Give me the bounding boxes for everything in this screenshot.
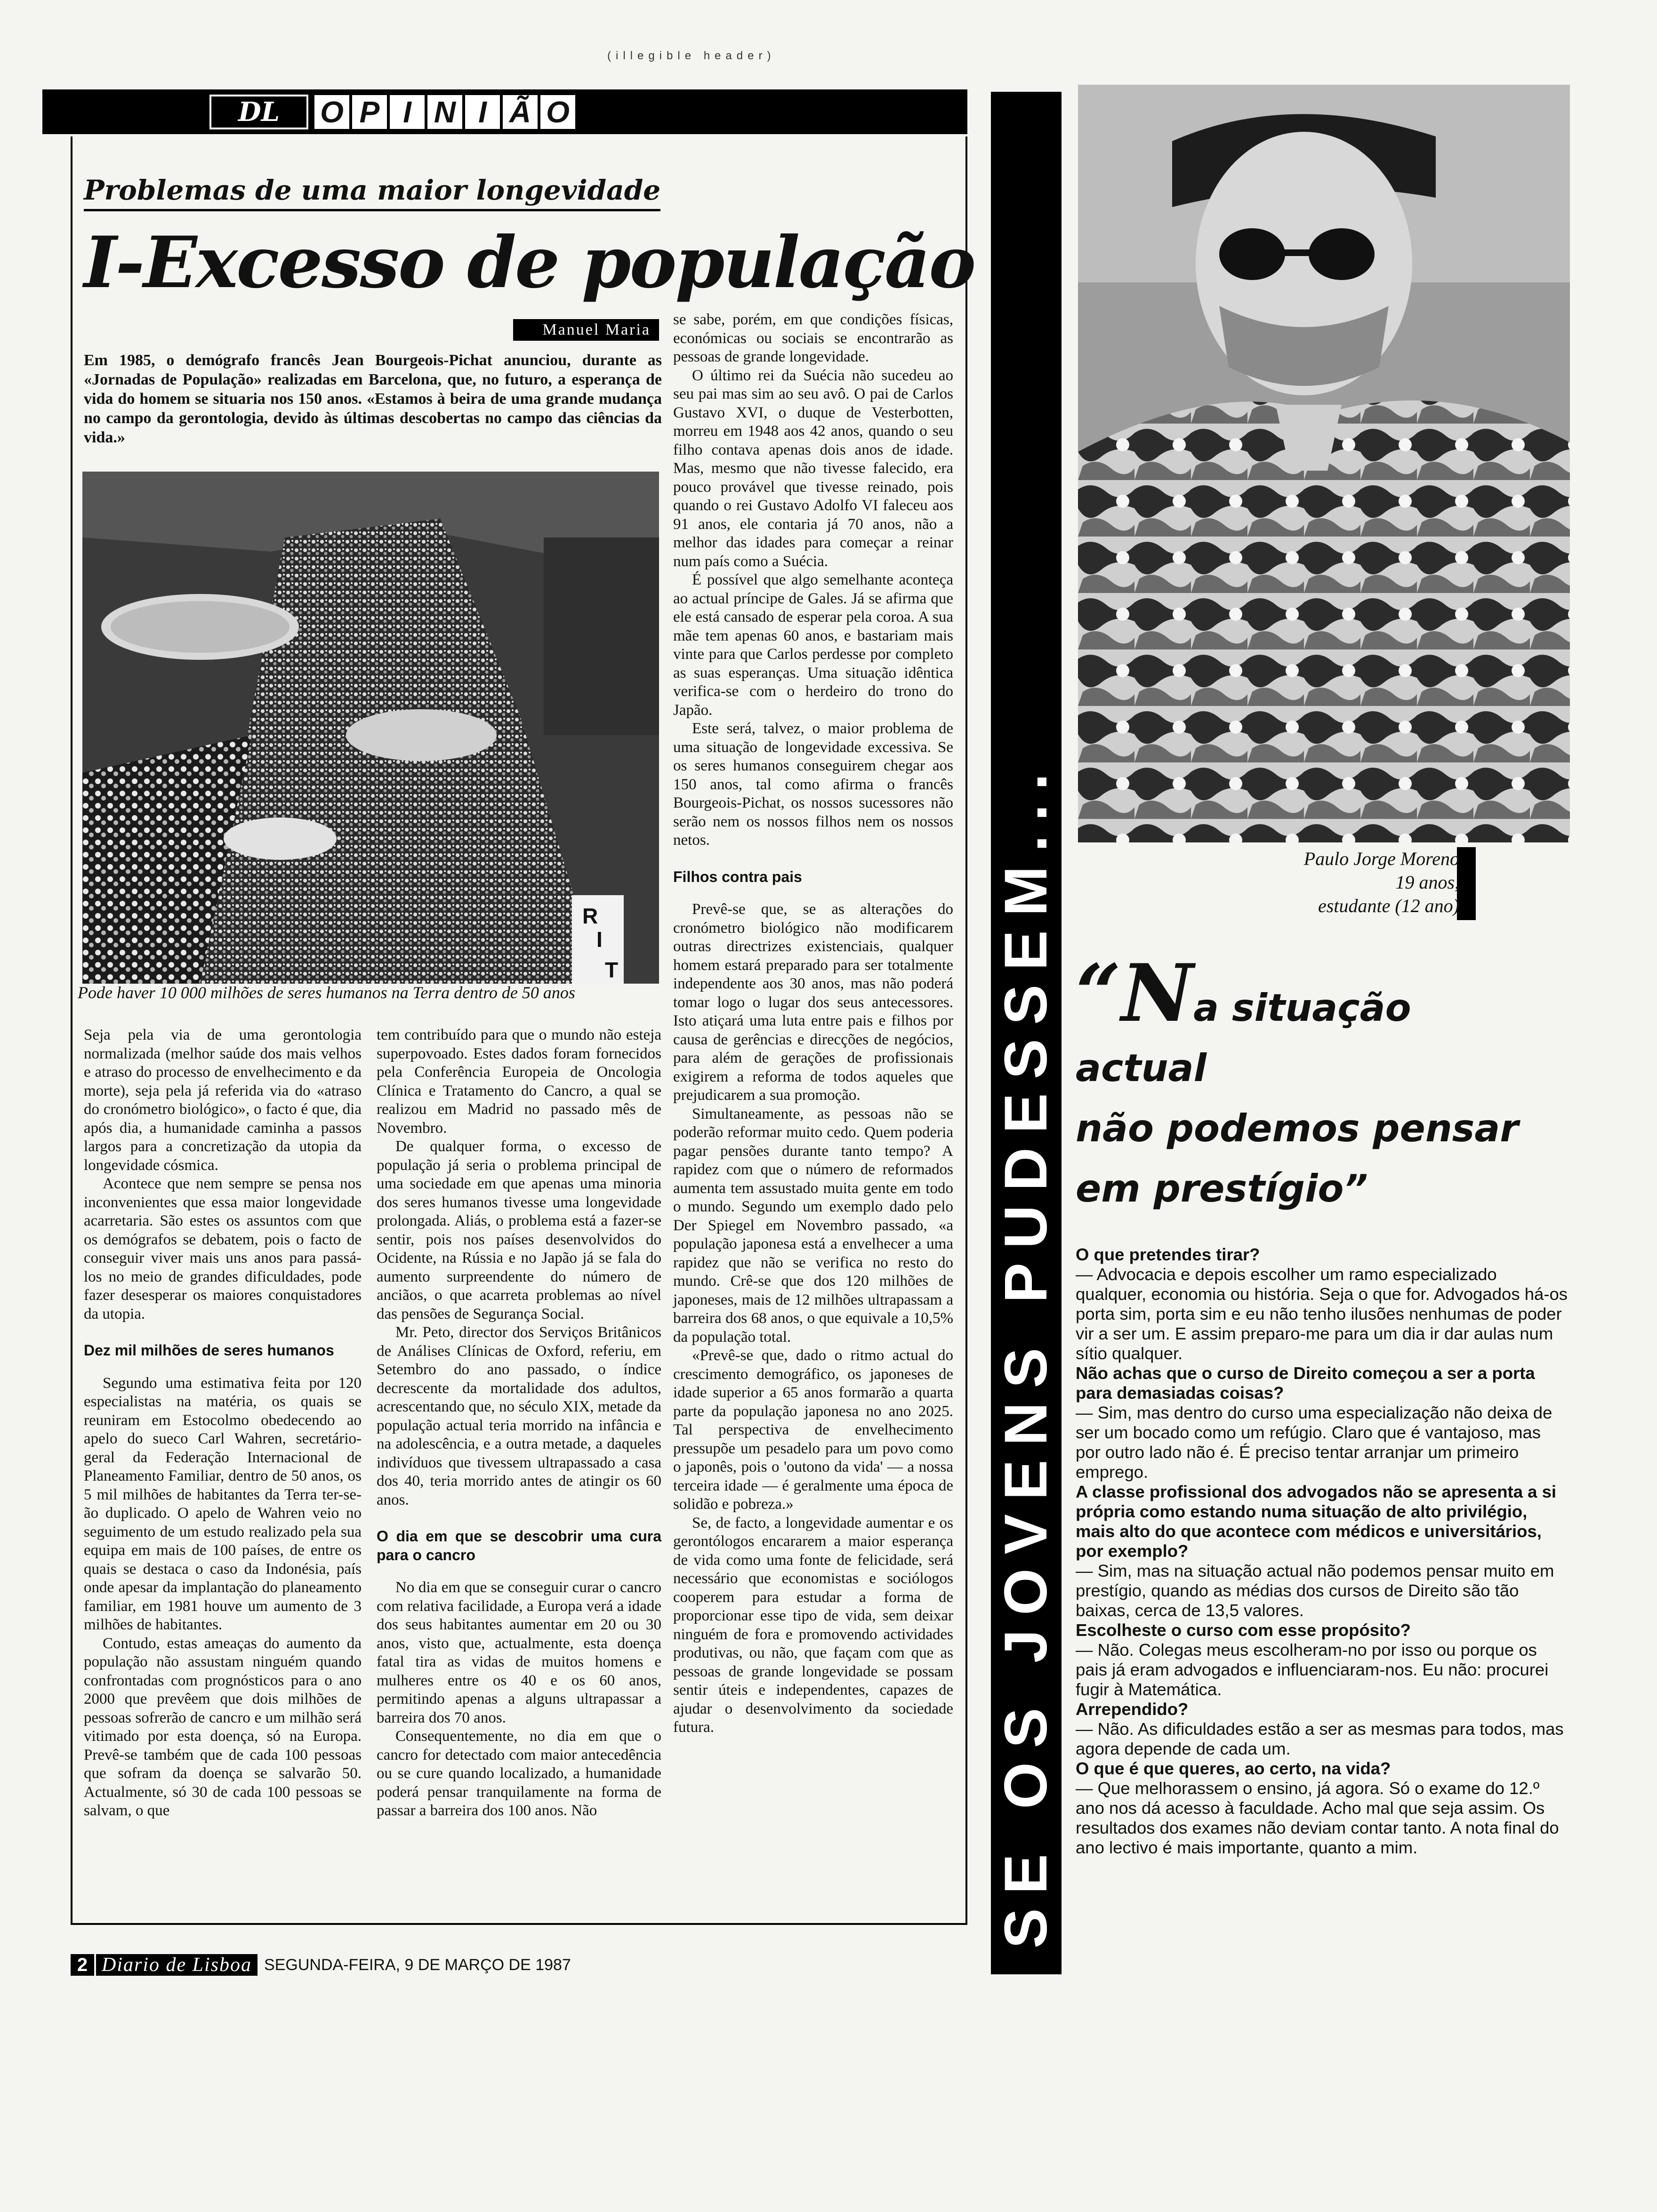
interview-question: Não achas que o curso de Direito começou a ser a porta para demasiadas coisas? (1076, 1363, 1535, 1403)
paragraph: «Prevê-se que, dado o ritmo actual do crescimento demográfico, os japoneses de idade superior a 65 anos formarão a quarta parte da população japonesa no ano 2025. Tal perspectiva de envelhecimento pressupõe um pesadelo para um povo como o japonês, pois o 'outono da vida' — a nossa terceira idade — é geralmente uma época de solidão e pobreza.» (673, 1347, 953, 1513)
section-title-letter: O (539, 94, 577, 130)
paragraph: Mr. Peto, director dos Serviços Britânicos de Análises Clínicas de Oxford, referiu, em Setembro do ano passado, o índice decrescente da mortalidade dos adultos, acrescentando que, no século XIX, metade da população actual teria morrido na infância e na adolescência, e a outra metade, a daqueles indivíduos que tivessem ultrapassado a casa dos 40, teria morrido antes de atingir os 60 anos. (377, 1324, 661, 1508)
paragraph: Acontece que nem sempre se pensa nos inconvenientes que essa maior longevidade acarretaria. São estes os assuntos com que os demógrafos se debatem, pois o facto de conseguir viver mais uns anos para passá-los no meio de grandes dificuldades, pode fazer desesperar os maiores conquistadores da utopia. (84, 1175, 362, 1322)
scan-header-text: (illegible header) (607, 49, 776, 62)
article-byline: Manuel Maria (513, 319, 659, 341)
page-number: 2 (71, 1954, 94, 1976)
sidebar-vertical-title: SE OS JOVENS PUDESSEM... (992, 759, 1060, 1948)
paragraph: Se, de facto, a longevidade aumentar e os gerontólogos encararem a maior esperança de vida como uma fonte de felicidade, será necessário que economistas e sociólogos cooperem para estudar a forma de proporcionar esse tipo de vida, sem deixar ninguém de fora e promovendo actividades produtivas, ou não, que façam com que as pessoas de grande longevidade se possam sentir úteis e independentes, capazes de ajudar o desenvolvimento da sociedade futura. (673, 1514, 953, 1736)
caption-role: estudante (12 ano) (1318, 895, 1459, 916)
paragraph: De qualquer forma, o excesso de população já seria o problema principal de uma sociedade em que apenas uma minoria dos seres humanos tivesse uma longevidade prolongada. Aliás, o problema está a fazer-se sentir, pois nos países desenvolvidos do Ocidente, na Rússia e no Japão já se fala do aumento surpreendente do número de anciãos, o que acarreta problemas ao nível das pensões de Segurança Social. (377, 1138, 661, 1322)
quote-text-1: a situação actual (1076, 986, 1411, 1090)
section-logo: DL (209, 95, 308, 129)
caption-age: 19 anos, (1395, 872, 1459, 893)
page-footer (71, 1953, 777, 1977)
paragraph: Segundo uma estimativa feita por 120 especialistas na matéria, os quais se reuniram em Estocolmo obedecendo ao apelo do sueco Carl Wahren, secretário-geral da Federação Internacional de Planeamento Familiar, dentro de 50 anos, os 5 mil milhões de habitantes da Terra ter-se-ão duplicado. O apelo de Wahren veio no seguimento de um estudo realizado pela sua equipa em mais de 100 países, de entre os quais se destaca o caso da Indonésia, país onde apesar da implantação do planeamento familiar, em 1981 houve um aumento de 3 milhões de habitantes. (84, 1374, 362, 1633)
section-title-letter: I (464, 94, 501, 130)
article-column-3 (673, 311, 953, 1737)
svg-text:R: R (582, 904, 598, 928)
article-title: I-Excesso de população (84, 221, 975, 304)
quote-open-mark: “ (1076, 946, 1121, 1040)
pull-quote-line-2: não podemos pensar (1076, 1106, 1519, 1150)
article-kicker: Problemas de uma maior longevidade (84, 174, 660, 211)
interview-answer: — Não. Colegas meus escolheram-no por isso ou porque os pais já eram advogados e influenciaram-nos. Eu não: procurei fugir à Matemática. (1076, 1640, 1549, 1699)
paragraph: Prevê-se que, se as alterações do cronómetro biológico não modificarem outras directrizes existenciais, qualquer homem estará preparado para ser totalmente independente aos 30 anos, mas não poderá tomar logo o lugar dos seus antecessores. Isto atiçará uma luta entre pais e filhos por causa de gerências e direcções de negócios, para além de gerações de profissionais exigirem a reforma de todos aqueles que prejudicarem a sua promoção. (673, 901, 953, 1104)
interview-answer: — Sim, mas dentro do curso uma especialização não deixa de ser um bocado como um refúgio. Claro que é vantajoso, mas por outro lado não é. É preciso tentar arranjar um primeiro emprego. (1076, 1403, 1552, 1482)
issue-date: SEGUNDA-FEIRA, 9 DE MARÇO DE 1987 (264, 1956, 571, 1974)
subheading: Filhos contra pais (673, 868, 802, 885)
svg-text:I: I (596, 927, 603, 952)
newspaper-name: Diario de Lisboa (96, 1954, 257, 1976)
paragraph: tem contribuído para que o mundo não esteja superpovoado. Estes dados foram fornecidos pela Conferência Europeia de Oncologia Clínica e Tratamento do Cancro, a qual se realizou em Madrid no passado mês de Novembro. (377, 1026, 661, 1137)
interview-question: O que é que queres, ao certo, na vida? (1076, 1759, 1391, 1778)
article-lead: Em 1985, o demógrafo francês Jean Bourgeois-Pichat anunciou, durante as «Jornadas de População» realizadas em Barcelona, que, no futuro, a esperança de vida do homem se situaria nos 150 anos. «Estamos à beira de uma grande mudança no campo da gerontologia, devido às últimas descobertas no campo das ciências da vida.» (84, 352, 662, 446)
pull-quote-line-3: em prestígio” (1076, 1167, 1368, 1210)
paragraph: O último rei da Suécia não sucedeu ao seu pai mas sim ao seu avô. O pai de Carlos Gustavo XVI, o duque de Vesterbotten, morreu em 1948 aos 42 anos, quando o seu filho contava apenas dois anos de idade. Mas, mesmo que não tivesse falecido, era pouco provável que tivesse reinado, pois quando o rei Gustavo Adolfo VI faleceu aos 91 anos, ele contaria já 70 anos, não a melhor das idades para começar a reinar num país como a Suécia. (673, 367, 953, 570)
paragraph: Simultaneamente, as pessoas não se poderão reformar muito cedo. Quem poderia pagar pensões durante tanto tempo? A rapidez com que o número de reformados aumenta tem assustado muita gente em todo o mundo. Segundo um exemplo dado pelo Der Spiegel em Novembro passado, «a população japonesa está a envelhecer a uma rapidez que não se verifica no resto do mundo. Crê-se que dos 120 milhões de japoneses, mais de 12 milhões ultrapassam a barreira dos 68 anos, o que equivale a 10,5% da população total. (673, 1105, 953, 1346)
interview-question: A classe profissional dos advogados não se apresenta a si própria como estando numa situação de alto privilégio, mais alto do que acontece com médicos e universitários, por exemplo? (1076, 1482, 1557, 1561)
section-title-letter: I (388, 94, 426, 130)
interview-answer: — Advocacia e depois escolher um ramo especializado qualquer, economia ou história. Seja o que for. Advogados há-os porta sim, porta sim e eu não tenho ilusões nenhumas de poder vir a ser um. E assim preparo-me para um dia ir dar aulas num sítio qualquer. (1076, 1265, 1568, 1363)
paragraph: Este será, talvez, o maior problema de uma situação de longevidade excessiva. Se os seres humanos conseguirem chegar aos 150 anos, tal como afirma o francês Bourgeois-Pichat, os nossos sucessores não serão nem os nossos filhos nem os nossos netos. (673, 720, 953, 849)
paragraph: No dia em que se conseguir curar o cancro com relativa facilidade, a Europa verá a idade dos seus habitantes aumentar em 20 ou 30 anos, visto que, actualmente, esta doença fatal tira as vidas de muitos homens e mulheres entre os 40 e os 60 anos, permitindo apenas a alguns ultrapassar a barreira dos 70 anos. (377, 1579, 661, 1726)
article-column-2 (377, 1026, 661, 1820)
paragraph: Consequentemente, no dia em que o cancro for detectado com maior antecedência ou se cure quando localizado, a humanidade poderá pensar tranquilamente na forma de passar a barreira dos 100 anos. Não (377, 1728, 661, 1819)
section-header-band (42, 89, 967, 134)
svg-text:T: T (605, 958, 619, 982)
paragraph: É possível que algo semelhante aconteça ao actual príncipe de Gales. Já se afirma que ele está cansado de esperar pela coroa. A sua mãe tem apenas 60 anos, e bastariam mais vinte para que Carlos perdesse por completo as suas esperanças. Uma situação idêntica verifica-se com o herdeiro do trono do Japão. (673, 571, 953, 719)
paragraph: Contudo, estas ameaças do aumento da população não assustam ninguém quando confrontadas com prognósticos para o ano 2000 que prevêem que dois milhões de pessoas sofrerão de cancro e um milhão será vitimado por esta doença, só na Europa. Prevê-se também que de cada 100 pessoas que sofram da doença se salvarão 50. Actualmente, só 30 de cada 100 pessoas se salvam, o que (84, 1635, 362, 1819)
section-title-letter: P (351, 94, 388, 130)
interview-answer: — Que melhorassem o ensino, já agora. Só o exame do 12.º ano nos dá acesso à faculdade. Acho mal que seja assim. Os resultados dos exames não deviam contar tanto. A nota final do ano lectivo é mais importante, quanto a mim. (1076, 1779, 1559, 1857)
crowd-photo-caption: Pode haver 10 000 milhões de seres humanos na Terra dentro de 50 anos (78, 983, 575, 1002)
paragraph: se sabe, porém, em que condições físicas, económicas ou sociais se encontrarão as pessoas de grande longevidade. (673, 311, 953, 365)
paragraph: Seja pela via de uma gerontologia normalizada (melhor saúde dos mais velhos e atraso do processo de envelhecimento e da morte), seja pela já referida via do «atraso do cronómetro biológico», o facto é que, dia após dia, a humanidade caminha a passos largos para a concretização da utopia da longevidade cósmica. (84, 1026, 362, 1174)
interview-text (1076, 1245, 1570, 1858)
interview-question: Arrependido? (1076, 1699, 1189, 1719)
section-title-letter: O (313, 94, 351, 130)
section-title (313, 94, 577, 130)
crowd-photo-image (82, 472, 659, 984)
portrait-photo-image (1078, 85, 1570, 842)
interview-answer: — Sim, mas na situação actual não podemos pensar muito em prestígio, quando as médias dos cursos de Direito são tão baixas, cerca de 13,5 valores. (1076, 1561, 1554, 1620)
portrait-photo (1078, 85, 1570, 842)
portrait-caption (1205, 847, 1459, 918)
crowd-photo (82, 472, 659, 984)
quote-drop-cap: N (1121, 946, 1194, 1040)
section-title-letter: N (426, 94, 464, 130)
interview-question: Escolheste o curso com esse propósito? (1076, 1620, 1411, 1640)
caption-rule (1457, 847, 1476, 920)
article-column-1 (84, 1026, 362, 1820)
pull-quote-line-1 (1076, 946, 1546, 1098)
caption-name: Paulo Jorge Moreno (1303, 848, 1459, 869)
interview-question: O que pretendes tirar? (1076, 1245, 1260, 1264)
pull-quote (1076, 946, 1546, 1219)
subheading: Dez mil milhões de seres humanos (84, 1342, 334, 1359)
subheading: O dia em que se descobrir uma cura para o cancro (377, 1528, 661, 1563)
section-title-letter: Ã (501, 94, 539, 130)
interview-answer: — Não. As dificuldades estão a ser as mesmas para todos, mas agora depende de cada um. (1076, 1719, 1564, 1758)
